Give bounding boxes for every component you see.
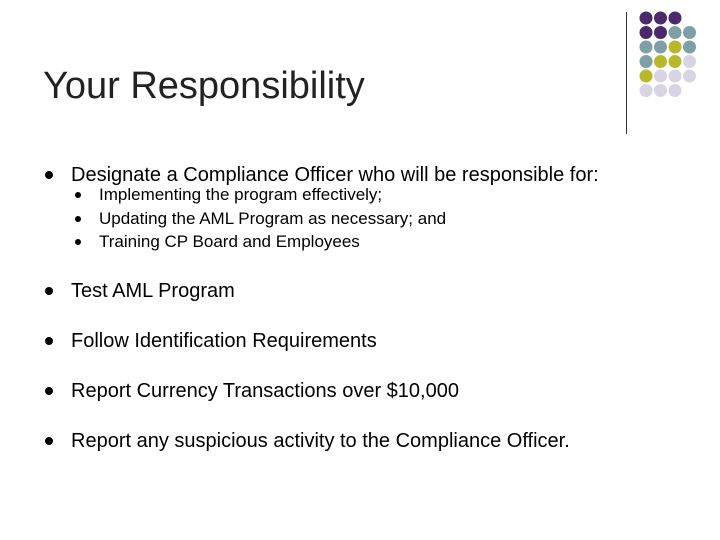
bullet-dot-icon bbox=[45, 437, 53, 445]
bullet-dot-icon bbox=[75, 216, 81, 222]
sub-bullet-text: Implementing the program effectively; bbox=[99, 185, 383, 204]
bullet-text: Report any suspicious activity to the Compliance Officer. bbox=[71, 430, 570, 452]
bullet-text: Test AML Program bbox=[71, 280, 235, 302]
bullet-text: Designate a Compliance Officer who will be responsible for: bbox=[71, 164, 599, 186]
bullet-dot-icon bbox=[45, 337, 53, 345]
bullet-dot-icon bbox=[45, 171, 53, 179]
sub-bullet-text: Training CP Board and Employees bbox=[99, 232, 360, 251]
slide-title: Your Responsibility bbox=[43, 65, 365, 107]
bullet-text: Follow Identification Requirements bbox=[71, 330, 377, 352]
bullet-dot-icon bbox=[75, 192, 81, 198]
bullet-dot-icon bbox=[45, 387, 53, 395]
bullet-dot-icon bbox=[75, 239, 81, 245]
bullet-dot-icon bbox=[45, 287, 53, 295]
sub-bullet-text: Updating the AML Program as necessary; and bbox=[99, 209, 447, 228]
bullet-text: Report Currency Transactions over $10,000 bbox=[71, 380, 459, 402]
